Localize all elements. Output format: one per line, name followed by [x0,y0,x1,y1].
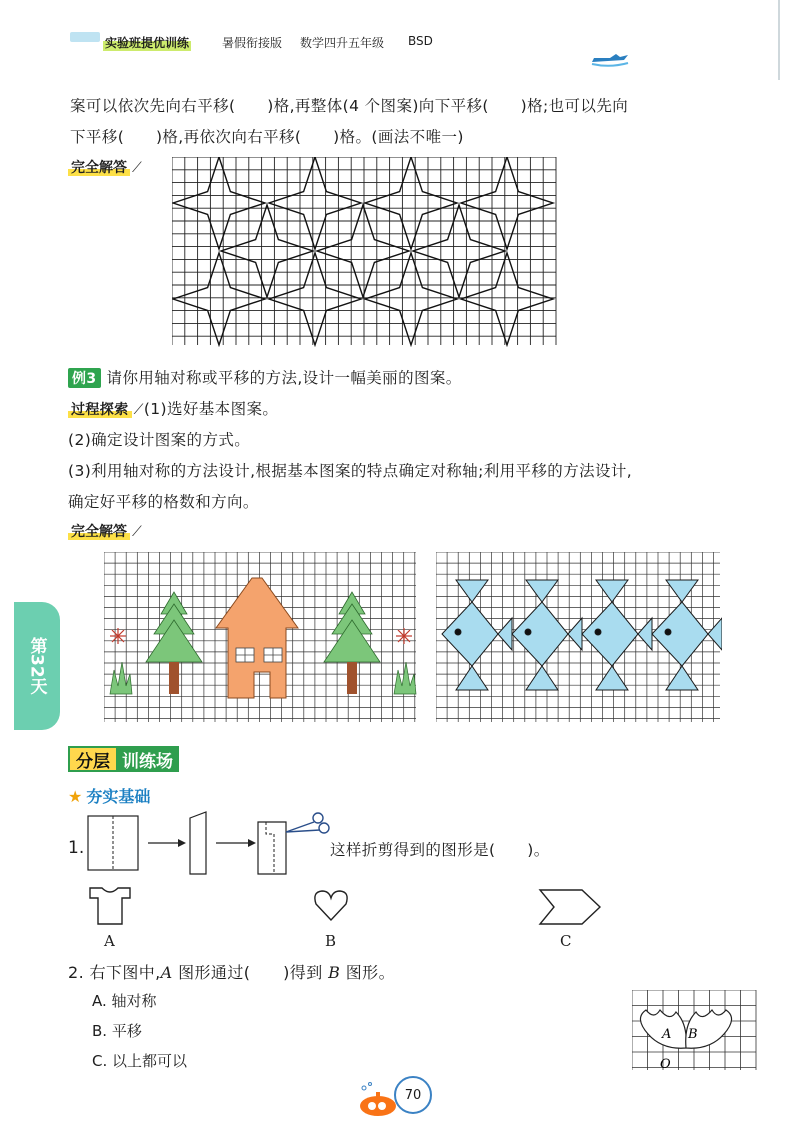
option-c-chevron-icon [538,888,602,926]
q2-option-c: C. 以上都可以 [92,1052,188,1070]
section-title [68,746,179,772]
fish-design [436,552,722,724]
right-tree-trunk [347,662,357,694]
option-a-shirt-icon [88,886,132,926]
example-3 [68,366,462,388]
tag-decoration-icon: ⟋ [132,524,142,540]
subtitle: ★ 夯实基础 [68,787,151,806]
section-title-part-a: 分层 [68,746,116,772]
process-step-3-line-1: (3)利用轴对称的方法设计,根据基本图案的特点确定对称轴;利用平移的方法设计, [68,462,633,480]
house [216,578,298,698]
left-tree [146,592,202,662]
option-b-label: B [325,932,337,950]
page-edge-line [778,0,780,80]
option-c-label: C [560,932,572,950]
fold-cut-diagram [86,808,336,880]
right-flower [396,628,412,644]
submarine-icon [356,1080,400,1120]
process-step-1: 过程探索 ⟋(1)选好基本图案。 [68,397,278,419]
boat-icon [590,52,630,68]
label-o: O [660,1057,671,1072]
star-pattern [173,157,553,345]
tag-decoration-icon: ⟋ [132,160,142,176]
left-grass [110,662,132,694]
option-a-label: A [104,932,115,950]
intro-line-1: 案可以依次先向右平移( )格,再整体(4 个图案)向下平移( )格;也可以先向 [70,97,629,115]
label-b: B [688,1027,698,1042]
tag-decoration-icon: ⟋ [133,402,144,418]
q1-text: 这样折剪得到的图形是( )。 [330,841,550,859]
answer-label-1: 完全解答 ⟋ [68,157,142,177]
q2-option-a: A. 轴对称 [92,992,157,1010]
header-publisher: BSD [408,34,433,48]
house-tree-design [104,552,418,724]
section-title-part-b: 训练场 [116,746,179,772]
q2-option-b: B. 平移 [92,1022,142,1040]
answer-label-2: 完全解答 ⟋ [68,521,142,541]
process-label: 过程探索 [68,402,132,418]
header-edition: 暑假衔接版 [222,36,283,50]
day-tab: 第32天 [14,602,60,730]
star-pattern-grid [172,157,558,347]
left-flower [110,628,126,644]
q1-number: 1. [68,838,85,858]
q2-number: 2. [68,963,85,982]
page-number: 70 [394,1076,432,1114]
right-grass [394,662,416,694]
right-tree [324,592,380,662]
process-step-2: (2)确定设计图案的方式。 [68,431,251,449]
header-subject: 数学四升五年级 [300,36,385,50]
process-step-3-line-2: 确定好平移的格数和方向。 [68,493,259,511]
header-decoration-bar [70,32,100,42]
q2-figure [632,990,758,1072]
label-a: A [662,1027,672,1042]
intro-line-2: 下平移( )格,再依次向右平移( )格。(画法不唯一) [70,128,464,146]
example-3-label: 例3 [68,368,101,388]
left-tree-trunk [169,662,179,694]
star-icon: ★ [68,787,83,806]
header-series-title: 实验班提优训练 [105,36,190,50]
scissors-icon [286,813,329,833]
example-3-text: 请你用轴对称或平移的方法,设计一幅美丽的图案。 [106,369,462,387]
q2-question: 2. 右下图中,A 图形通过( )得到 B 图形。 [68,963,395,982]
option-b-heart-icon [312,888,350,924]
